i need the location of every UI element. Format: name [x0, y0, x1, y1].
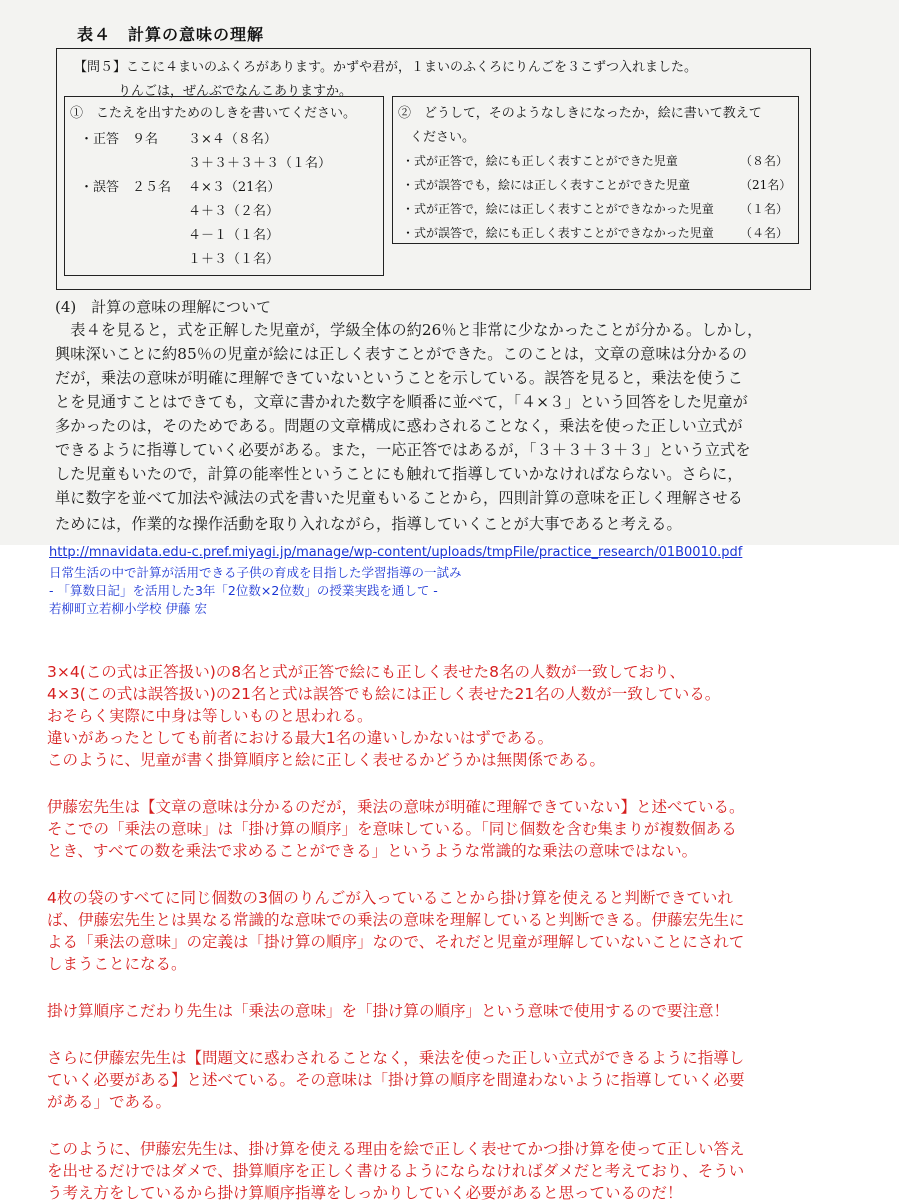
paragraph-line: 表４を見ると，式を正解した児童が，学級全体の約26％と非常に少なかったことが分かる。しかし， [55, 321, 763, 339]
commentary-line: がある」である。 [47, 1093, 172, 1111]
right-box-heading-cont: ください。 [410, 130, 476, 145]
paragraph-line: 興味深いことに約85％の児童が絵には正しく表すことができた。このことは，文章の意味は分かるの [55, 345, 748, 363]
commentary-line: 3×4(この式は正答扱い)の8名と式が正答で絵にも正しく表せた8名の人数が一致しており、 [47, 663, 686, 681]
commentary-line: とき、すべての数を乗法で求めることができる」というような常識的な乗法の意味ではない。 [47, 842, 698, 860]
commentary-line: う考え方をしているから掛け算順序指導をしっかりしていく必要があると思っているのだ！ [47, 1184, 683, 1202]
commentary-line: このように、児童が書く掛算順序と絵に正しく表せるかどうかは無関係である。 [47, 751, 606, 769]
paragraph-line: だが，乗法の意味が明確に理解できていないということを示している。誤答を見ると，乗法を使うこ [55, 369, 743, 387]
commentary-line: ていく必要がある】と述べている。その意味は「掛け算の順序を間違わないように指導していく必要 [47, 1071, 745, 1089]
section-heading: (4) 計算の意味の理解について [55, 298, 271, 316]
question-line-2: りんごは，ぜんぶでなんこありますか。 [118, 84, 353, 99]
formula-row: ３×４（８名） [188, 132, 277, 147]
result-row-count: （１名） [740, 202, 789, 216]
commentary-line: よる「乗法の意味」の定義は「掛け算の順序」なので、それだと児童が理解していないことにされて [47, 933, 745, 951]
formula-row: ４＋３（２名） [188, 204, 280, 219]
paragraph-line: できるように指導していく必要がある。また，一応正答ではあるが，「３＋３＋３＋３」という立式を [55, 441, 751, 459]
commentary-line: 4×3(この式は誤答扱い)の21名と式は誤答でも絵には正しく表せた21名の人数が一致している。 [47, 685, 721, 703]
commentary-line: さらに伊藤宏先生は【問題文に惑わされることなく，乗法を使った正しい立式ができるように指導し [47, 1049, 745, 1067]
result-row-count: （８名） [740, 154, 789, 168]
commentary-line: しまうことになる。 [47, 955, 187, 973]
correct-count-label: ・正答 ９名 [80, 132, 159, 147]
paragraph-line: とを見通すことはできても，文章に書かれた数字を順番に並べて，「４×３」という回答をした児童が [55, 393, 748, 411]
source-subtitle: - 「算数日記」を活用した3年「2位数×2位数」の授業実践を通して - [49, 583, 438, 598]
commentary-line: そこでの「乗法の意味」は「掛け算の順序」を意味している。「同じ個数を含む集まりが複数個ある [47, 820, 737, 838]
commentary-line: を出せるだけではダメで、掛算順序を正しく書けるようにならなければダメだと考えており、そうい [47, 1162, 745, 1180]
result-row-text: ・式が正答で，絵にも正しく表すことができた児童 [402, 154, 678, 168]
formula-row: ３＋３＋３＋３（１名） [188, 156, 332, 171]
source-title: 日常生活の中で計算が活用できる子供の育成を目指した学習指導の一試み [49, 565, 462, 580]
commentary-line: おそらく実際に中身は等しいものと思われる。 [47, 707, 373, 725]
formula-row: １＋３（１名） [188, 252, 280, 267]
paragraph-line: した児童もいたので，計算の能率性ということにも触れて指導していかなければならない。さらに， [55, 465, 743, 483]
formula-row: ４×３（21名） [188, 180, 281, 195]
commentary-line: このように、伊藤宏先生は、掛け算を使える理由を絵で正しく表せてかつ掛け算を使って正しい答え [47, 1140, 745, 1158]
result-row-count: （21名） [740, 178, 792, 192]
left-box-heading: ① こたえを出すためのしきを書いてください。 [70, 106, 357, 121]
result-row-text: ・式が誤答で，絵にも正しく表すことができなかった児童 [402, 226, 714, 240]
question-line-1: 【問５】ここに４まいのふくろがあります。かずや君が，１まいのふくろにりんごを３こずつ入れました。 [74, 60, 697, 75]
paragraph-line: 単に数字を並べて加法や減法の式を書いた児童もいることから，四則計算の意味を正しく理解させる [55, 489, 743, 507]
commentary-line: 違いがあったとしても前者における最大1名の違いしかないはずである。 [47, 729, 554, 747]
table-title: 表４ 計算の意味の理解 [77, 25, 265, 44]
source-author: 若柳町立若柳小学校 伊藤 宏 [49, 601, 207, 616]
right-box-heading: ② どうして，そのようなしきになったか，絵に書いて教えて [398, 106, 762, 121]
source-link[interactable]: http://mnavidata.edu-c.pref.miyagi.jp/manage/wp-content/uploads/tmpFile/practice_research/01B0010.pdf [49, 545, 743, 560]
wrong-count-label: ・誤答 ２５名 [80, 180, 172, 195]
commentary-line: ば、伊藤宏先生とは異なる常識的な意味での乗法の意味を理解していると判断できる。伊藤宏先生に [47, 911, 745, 929]
result-row-text: ・式が正答で，絵には正しく表すことができなかった児童 [402, 202, 714, 216]
commentary-line: 掛け算順序こだわり先生は「乗法の意味」を「掛け算の順序」という意味で使用するので要注意！ [47, 1002, 730, 1020]
commentary-line: 4枚の袋のすべてに同じ個数の3個のりんごが入っていることから掛け算を使えると判断できていれ [47, 889, 733, 907]
commentary-line: 伊藤宏先生は【文章の意味は分かるのだが，乗法の意味が明確に理解できていない】と述べている。 [47, 798, 745, 816]
result-row-count: （４名） [740, 226, 789, 240]
paragraph-line: ためには，作業的な操作活動を取り入れながら，指導していくことが大事であると考える。 [55, 515, 682, 533]
paragraph-line: 多かったのは，そのためである。問題の文章構成に惑わされることなく，乗法を使った正しい立式が [55, 417, 743, 435]
result-row-text: ・式が誤答でも，絵には正しく表すことができた児童 [402, 178, 691, 192]
formula-row: ４－１（１名） [188, 228, 280, 243]
